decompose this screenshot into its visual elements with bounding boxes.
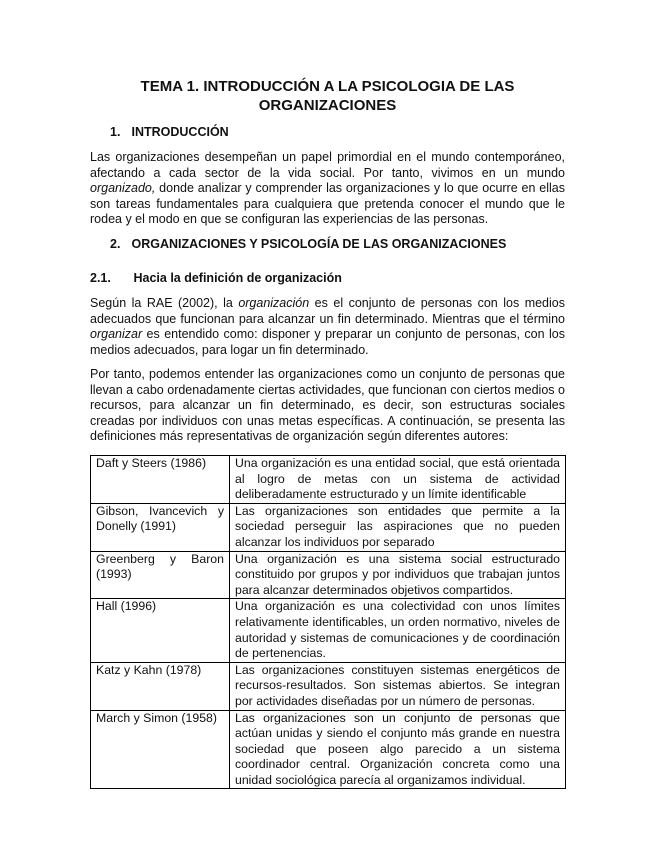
definition-cell: Una organización es una colectividad con unos límites relativamente identificables, un orden normativo, niveles de autoridad y sistemas de comunicaciones y de coordinación de pertenencias. bbox=[230, 599, 566, 662]
paragraph-introduccion bbox=[90, 150, 565, 228]
table-row bbox=[91, 662, 566, 710]
emphasis-organizacion: organización bbox=[238, 296, 310, 310]
document-title bbox=[90, 77, 565, 115]
table-row bbox=[91, 456, 566, 504]
section-number: 2. bbox=[110, 237, 121, 251]
definition-cell: Las organizaciones son un conjunto de personas que actúan unidas y siendo el conjunto más grande en nuestra sociedad que poseen algo parecido a un sistema coordinador central. Organización concreta como una unidad sociológica parecía al organizamos individual. bbox=[230, 710, 566, 789]
paragraph-text: Según la RAE (2002), la bbox=[90, 296, 239, 310]
definition-cell: Una organización es una entidad social, que está orientada al logro de metas con un sistema de actividad deliberadamente estructurado y un límite identificable bbox=[230, 456, 566, 504]
author-cell: Katz y Kahn (1978) bbox=[91, 662, 230, 710]
table-row bbox=[91, 551, 566, 599]
paragraph-text: donde analizar y comprender las organizaciones y lo que ocurre en ellas son tareas fundamentales para cualquiera que pretenda conocer el mundo que le rodea y el modo en que se configuran las experiencias de las personas. bbox=[90, 181, 565, 227]
section-title: ORGANIZACIONES Y PSICOLOGÍA DE LAS ORGANIZACIONES bbox=[131, 237, 507, 251]
emphasis-organizado: organizado, bbox=[90, 181, 156, 196]
author-cell: Greenberg y Baron (1993) bbox=[91, 551, 230, 599]
author-cell: Daft y Steers (1986) bbox=[91, 456, 230, 504]
definition-cell: Las organizaciones constituyen sistemas energéticos de recursos-resultados. Son sistemas abiertos. Se integran por actividades diseñadas por un número de personas. bbox=[230, 662, 566, 710]
subsection-title: Hacia la definición de organización bbox=[133, 271, 342, 285]
document-title-line-1: TEMA 1. INTRODUCCIÓN A LA PSICOLOGIA DE LAS bbox=[140, 78, 515, 95]
table-row bbox=[91, 503, 566, 551]
section-number: 1. bbox=[110, 125, 121, 139]
paragraph-rae-definition bbox=[90, 296, 565, 358]
definitions-table bbox=[90, 455, 566, 789]
section-title: INTRODUCCIÓN bbox=[131, 125, 229, 139]
author-cell: March y Simon (1958) bbox=[91, 710, 230, 789]
paragraph-text: Las organizaciones desempeñan un papel primordial en el mundo contemporáneo, afectando a cada sector de la vida social. Por tanto, vivimos en un mundo bbox=[90, 150, 565, 180]
paragraph-text: es el conjunto de personas con los medios adecuados que funcionan para alcanzar un fin determinado. Mientras que el término bbox=[90, 296, 565, 326]
table-row bbox=[91, 710, 566, 789]
table-row bbox=[91, 599, 566, 662]
subsection-number: 2.1. bbox=[90, 271, 111, 285]
definition-cell: Una organización es una sistema social estructurado constituido por grupos y por individuos que trabajan juntos para alcanzar determinados objetivos compartidos. bbox=[230, 551, 566, 599]
definition-cell: Las organizaciones son entidades que permite a la sociedad perseguir las aspiraciones que no pueden alcanzar los individuos por separado bbox=[230, 503, 566, 551]
paragraph-text: es entendido como: disponer y preparar un conjunto de personas, con los medios adecuados, para logar un fin determinado. bbox=[90, 327, 565, 357]
document-title-line-2: ORGANIZACIONES bbox=[258, 97, 397, 114]
paragraph-por-tanto: Por tanto, podemos entender las organizaciones como un conjunto de personas que llevan a cabo ordenadamente ciertas actividades, que funcionan con ciertos medios o recursos, para alcanzar un fin determinado, es decir, son estructuras sociales creadas por individuos con unas metas específicas. A continuación, se presenta las definiciones más representativas de organización según diferentes autores: bbox=[90, 367, 565, 444]
subsection-heading-definicion bbox=[90, 270, 342, 286]
emphasis-organizar: organizar bbox=[90, 327, 143, 342]
section-heading-introduccion bbox=[110, 124, 229, 140]
author-cell: Hall (1996) bbox=[91, 599, 230, 662]
section-heading-organizaciones bbox=[110, 236, 506, 252]
author-cell: Gibson, Ivancevich y Donelly (1991) bbox=[91, 503, 230, 551]
